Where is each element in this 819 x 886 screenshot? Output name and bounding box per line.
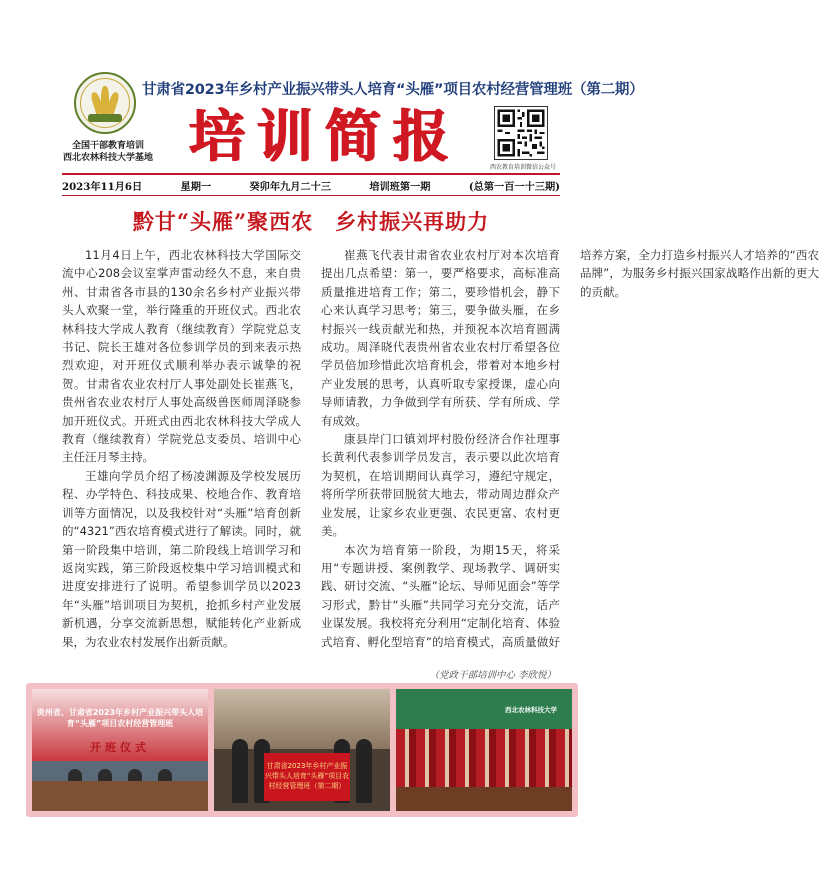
- logo-caption-line1: 全国干部教育培训: [71, 141, 144, 151]
- divider-top: [62, 173, 560, 175]
- photo-person: [356, 739, 372, 803]
- photo-opening-ceremony: [32, 689, 208, 811]
- program-title: 甘肃省2023年乡村产业振兴带头人培育“头雁”项目农村经营管理班（第二期）: [142, 82, 644, 98]
- qr-caption: 西农教育培训微信公众号: [489, 164, 556, 171]
- photo-group-flag: [214, 689, 390, 811]
- divider-bottom: [62, 195, 560, 196]
- article-paragraph: 11月4日上午，西北农林科技大学国际交流中心208会议室掌声雷动经久不息，来自贵州、甘肃省各市县的130余名乡村产业振兴带头人欢聚一堂，举行隆重的开班仪式。西北农林科技大学成人教育（继续教育）学院党总支书记、院长王雄对各位参训学员的到来表示热烈欢迎，对开班仪式顺利举办表示诚挚的祝贺。甘肃省农业农村厅人事处副处长崔燕飞，贵州省农业农村厅人事处高级兽医师周泽晓参加开班仪式。开班式由西北农林科技大学成人教育（继续教育）学院党总支委员、培训中心主任汪月琴主持。: [62, 248, 301, 465]
- byline: （党政干部培训中心 李欣悦）: [429, 670, 556, 681]
- masthead: 培训简报: [189, 104, 461, 170]
- article-paragraph: 崔燕飞代表甘肃省农业农村厅对本次培育提出几点希望：第一，要严格要求，高标准高质量推进培育工作；第二，要珍惜机会，静下心来认真学习思考；第三，要争做头雁，在乡村振兴一线贡献光和热，并预祝本次培育圆满成功。周泽晓代表贵州省农业农村厅希望各位学员倍加珍惜此次培育机会，带着对本地乡村产业发展的思考，认真听取专家授课，虚心向导师请教，力争做到学有所获、学有所成、学有成效。: [321, 248, 560, 428]
- logo-caption-line2: 西北农林科技大学基地: [62, 153, 153, 163]
- photo-strip: [26, 683, 578, 817]
- headline: 黔甘“头雁”聚西农 乡村振兴再助力: [132, 209, 490, 234]
- logo-caption: [48, 140, 168, 164]
- photo-flag: 甘肃省2023年乡村产业振兴带头人培育“头雁”项目农村经营管理班（第二期）: [264, 753, 350, 801]
- photo-sign: 西北农林科技大学: [505, 706, 557, 714]
- article-paragraph: 康县岸门口镇刘坪村股份经济合作社理事长黄利代表参训学员发言，表示要以此次培育为契机，在培训期间认真学习，遵纪守规定，将所学所获带回脱贫大地去，带动周边群众产业发展，让家乡农业更强、农民更富、农村更美。: [321, 432, 560, 539]
- photo-podium-table: [32, 781, 208, 811]
- photo-classroom: [396, 689, 572, 811]
- issue-line: [62, 176, 560, 194]
- header: [0, 0, 644, 200]
- article-paragraph: 王雄向学员介绍了杨凌渊源及学校发展历程、办学特色、科技成果、校地合作、教育培训等方面情况，以及我校针对“头雁”培育创新的“4321”西农培育模式进行了解读。同时，就第一阶段集中培训，第二阶段线上培训学习和返岗实践，第三阶段返校集中学习培训模式和进度安排进行了说明。希望参训学员以2023年“头雁”培训项目为契机，抢抓乡村产业发展新机遇，分享交流新思想，赋能转化产业新成果，为农业农村发展作出新贡献。: [62, 468, 301, 649]
- issue-total-number: (总第一百一十三期): [468, 180, 560, 193]
- qr-code-icon: [494, 106, 548, 160]
- issue-lunar-date: 癸卯年九月二十三: [249, 180, 331, 193]
- article-paragraph: 本次为培育第一阶段，为期15天，将采用“专题讲授、案例教学、现场教学、调研实践、研讨交流、“头雁”论坛、导师见面会”等学习形式，黔甘“头雁”共同学习充分交流，话产业谋发展。我校将充分利用“定制化培育、体验式培育、孵化型培育”的培育模式，高质量做好培养方案，全力打造乡村振兴人才培养的“西农品牌”，为服务乡村振兴国家战略作出新的更大的贡献。: [321, 248, 819, 649]
- university-logo: [74, 72, 136, 134]
- logo-base: [88, 114, 122, 122]
- article-body: [62, 246, 819, 664]
- issue-date: 2023年11月6日: [62, 180, 143, 193]
- photo-banner-text: 贵州省、甘肃省2023年乡村产业振兴带头人培育“头雁”项目农村经营管理班: [36, 708, 204, 728]
- photo-desks: [396, 787, 572, 811]
- photo-banner-title: 开班仪式: [90, 741, 150, 754]
- issue-number: 培训班第一期: [369, 180, 431, 193]
- issue-weekday: 星期一: [180, 180, 212, 193]
- photo-person: [232, 739, 248, 803]
